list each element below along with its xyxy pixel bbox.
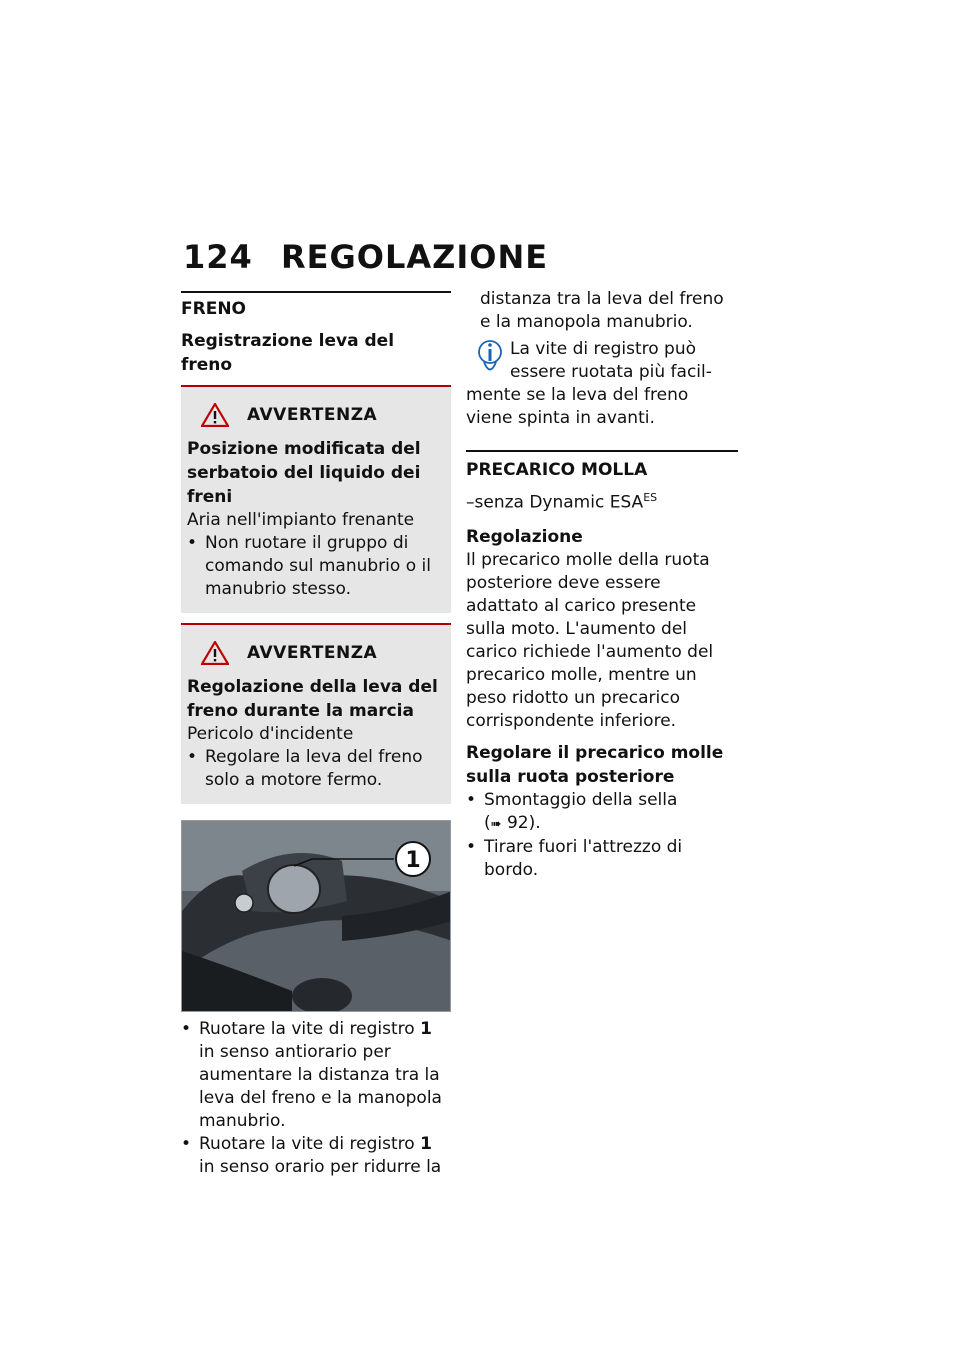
warning-bullet: • Non ruotare il gruppo di comando sul manubrio o il manubrio stesso.	[187, 533, 431, 599]
chapter-title: REGOLAZIONE	[281, 238, 549, 276]
variant-label: –senza Dynamic $ESA^{ES}$	[466, 491, 658, 513]
warning-triangle-icon	[201, 641, 229, 665]
section-title-precarico: PRECARICO MOLLA	[466, 460, 648, 480]
warning-subject: Posizione modificata del serbatoio del liquido dei freni	[187, 439, 421, 507]
instruction-bullet: • Smontaggio della sella (➠ 92).	[466, 789, 678, 833]
warning-box-1	[181, 387, 451, 613]
section-title-freno: FRENO	[181, 299, 246, 319]
warning-triangle-icon	[201, 403, 229, 427]
instruction-bullet: • Ruotare la vite di registro 1 in senso orario per ridurre la	[181, 1134, 442, 1177]
subheading-regolazione: Regolazione	[466, 526, 583, 547]
page-ref-arrow-icon: ➠	[490, 816, 502, 832]
left-column	[181, 291, 451, 1179]
brake-lever-illustration	[182, 821, 451, 1012]
warning-cause: Aria nell'impianto frenante	[187, 510, 415, 530]
warning-bullet: • Regolare la leva del freno solo a motore fermo.	[187, 747, 423, 790]
info-icon	[476, 340, 504, 378]
right-column	[466, 288, 738, 882]
warning-title: AVVERTENZA	[247, 643, 378, 663]
subheading-registrazione: Registrazione leva del freno	[181, 331, 395, 375]
warning-title: AVVERTENZA	[247, 405, 378, 425]
precarico-paragraph: Il precarico molle della ruota posteriore deve essere adattato al carico presente sulla moto. L'aumento del carico richiede l'aumento del precarico molle, mentre un peso ridotto un precarico corrispondente inferiore.	[466, 549, 714, 731]
warning-cause: Pericolo d'incidente	[187, 724, 354, 744]
brake-lever-photo	[181, 820, 451, 1012]
figure-callout-label: 1	[405, 848, 421, 873]
info-text-rest: mente se la leva del freno viene spinta in avanti.	[466, 385, 689, 428]
warning-box-2	[181, 625, 451, 804]
instruction-bullet: • Tirare fuori l'attrezzo di bordo.	[466, 836, 683, 880]
warning-subject: Regolazione della leva del freno durante la marcia	[187, 677, 438, 721]
subheading-regolare: Regolare il precarico molle sulla ruota posteriore	[466, 742, 724, 787]
page-number: 124	[183, 238, 253, 276]
info-note	[466, 338, 738, 430]
instruction-bullet: • Ruotare la vite di registro 1 in senso antiorario per aumentare la distanza tra la leva del freno e la manopola manubrio.	[181, 1019, 442, 1131]
section-rule	[181, 291, 451, 293]
info-text-first: La vite di registro può essere ruotata più facil-	[510, 339, 712, 382]
page-header	[183, 238, 548, 276]
continuation-text: distanza tra la leva del freno e la manopola manubrio.	[480, 289, 724, 332]
section-rule	[466, 450, 738, 452]
